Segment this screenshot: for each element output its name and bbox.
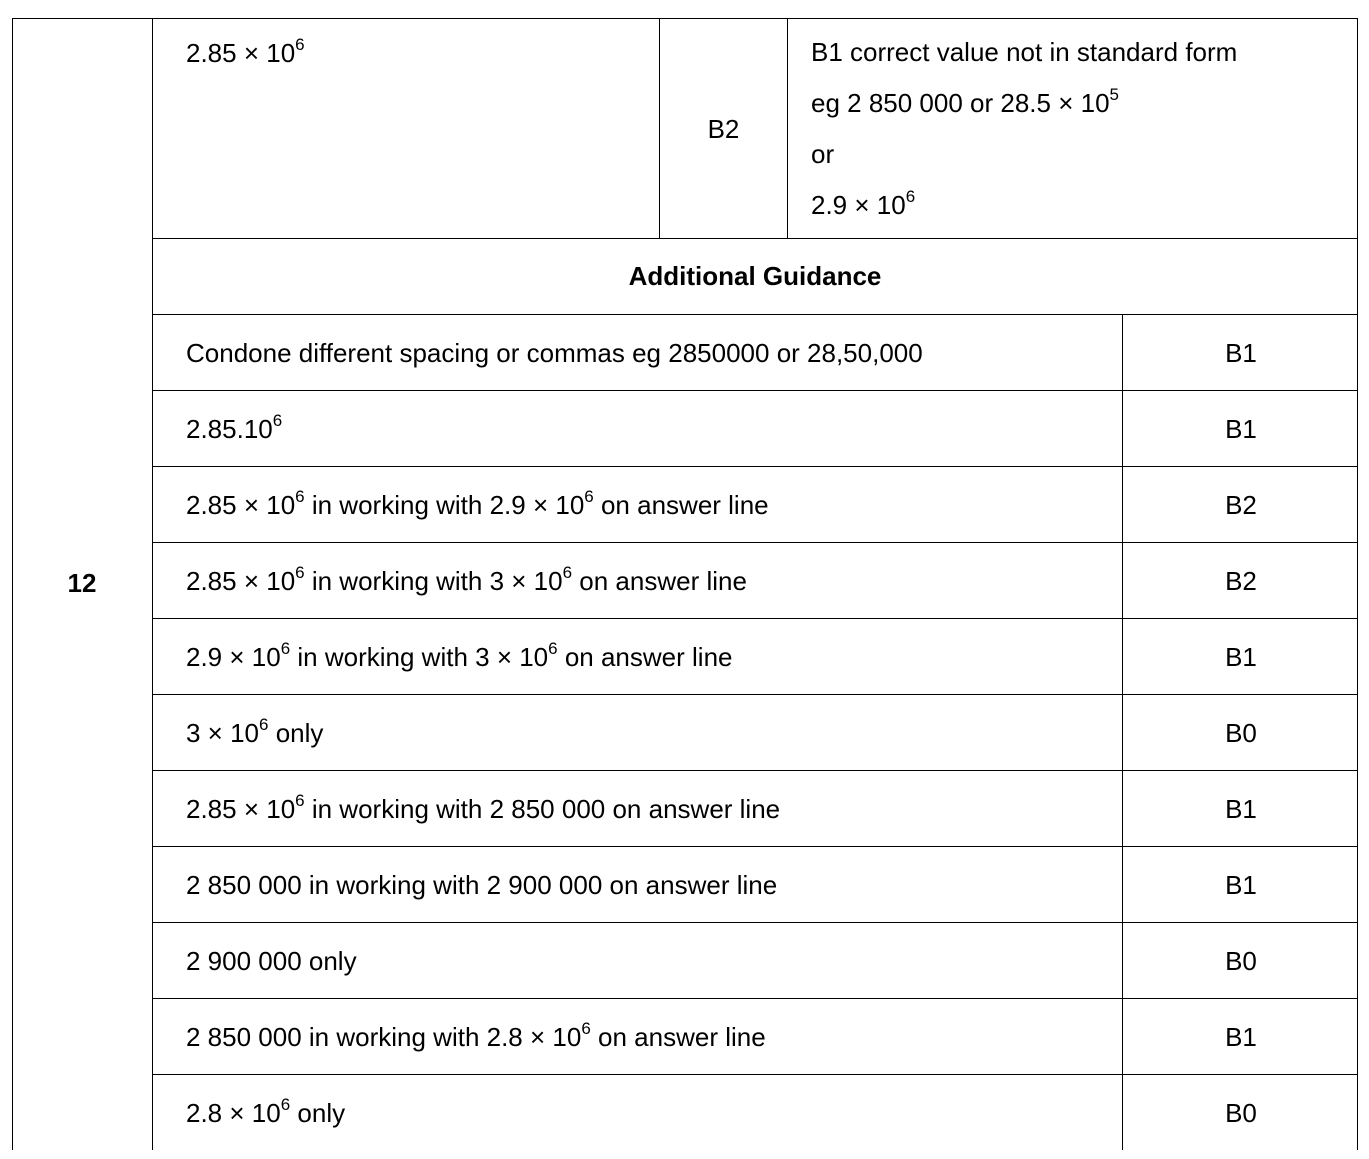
comment-alt-exponent: 6 [905,187,916,207]
exponent: 6 [584,487,594,507]
row-separator [152,390,1358,391]
guidance-text: 2.85 × 10 [186,490,296,520]
question-column-divider [152,18,153,1150]
guidance-row-text [186,563,747,596]
exponent: 6 [562,563,573,583]
comment-b1-line: B1 correct value not in standard form [811,37,1238,67]
guidance-text: on answer line [557,642,733,672]
answer-row-bottom [152,238,1358,239]
guidance-row-text [186,639,733,672]
row-separator [152,466,1358,467]
row-separator [152,846,1358,847]
guidance-text: 2.85 × 10 [186,794,296,824]
guidance-row-mark: B0 [1225,1098,1257,1128]
guidance-text: only [290,1098,346,1128]
guidance-mark-divider [1122,314,1123,1150]
guidance-title-bottom [152,314,1358,315]
guidance-text: 2.85.10 [186,414,273,444]
question-number: 12 [67,568,97,598]
guidance-row-text [186,411,283,444]
guidance-text: in working with 3 × 10 [290,642,549,672]
row-separator [152,618,1358,619]
answer-base: 2.85 × 10 [186,38,296,68]
comment-alt-text: 2.9 × 10 [811,190,906,220]
comment-eg-line [811,85,1119,118]
exponent: 6 [581,1019,591,1039]
guidance-title: Additional Guidance [628,261,882,291]
comment-or: or [811,139,835,169]
exponent: 6 [280,1095,291,1115]
exponent: 6 [295,791,305,811]
row-separator [152,922,1358,923]
exponent: 6 [295,563,305,583]
guidance-row-mark: B1 [1225,642,1257,672]
guidance-text: 2 900 000 only [186,946,357,976]
guidance-row-text [186,1019,766,1052]
exponent: 6 [272,411,283,431]
answer-exponent: 6 [295,35,305,55]
guidance-row-mark: B1 [1225,414,1257,444]
guidance-row-text [186,870,777,900]
answer-cell [186,35,305,68]
comment-eg-exponent: 5 [1109,85,1119,105]
guidance-text: 2.85 × 10 [186,566,296,596]
guidance-text: on answer line [590,1022,766,1052]
exponent: 6 [548,639,558,659]
guidance-row-text [186,338,923,368]
exponent: 6 [259,715,269,735]
guidance-text: on answer line [572,566,747,596]
guidance-row-mark: B0 [1225,718,1257,748]
guidance-text: 2.9 × 10 [186,642,281,672]
guidance-row-text [186,1095,346,1128]
guidance-text: on answer line [593,490,769,520]
guidance-row-text [186,715,324,748]
guidance-row-mark: B1 [1225,870,1257,900]
row-separator [152,998,1358,999]
guidance-row-mark: B1 [1225,794,1257,824]
guidance-row-mark: B0 [1225,946,1257,976]
guidance-text: in working with 3 × 10 [304,566,563,596]
guidance-row-text [186,791,781,824]
comment-eg-text: eg 2 850 000 or 28.5 × 10 [811,88,1110,118]
guidance-row-mark: B1 [1225,1022,1257,1052]
guidance-text: in working with 2.9 × 10 [304,490,585,520]
guidance-text: 2 850 000 in working with 2.8 × 10 [186,1022,582,1052]
guidance-row-mark: B1 [1225,338,1257,368]
guidance-text: Condone different spacing or commas eg 2850000 or 28,50,000 [186,338,923,368]
guidance-text: 3 × 10 [186,718,260,748]
mark-comments-divider [787,18,788,239]
row-separator [152,694,1358,695]
guidance-text: only [268,718,324,748]
exponent: 6 [295,487,305,507]
top-border [12,18,1358,19]
row-separator [152,542,1358,543]
guidance-row-text [186,487,769,520]
row-separator [152,770,1358,771]
guidance-text: in working with 2 850 000 on answer line [304,794,781,824]
guidance-row-text [186,946,357,976]
guidance-text: 2.8 × 10 [186,1098,281,1128]
guidance-row-mark: B2 [1225,490,1257,520]
guidance-row-mark: B2 [1225,566,1257,596]
row-separator [152,1074,1358,1075]
guidance-text: 2 850 000 in working with 2 900 000 on answer line [186,870,778,900]
exponent: 6 [280,639,291,659]
comment-alt-line [811,187,916,220]
answer-mark: B2 [707,114,740,144]
